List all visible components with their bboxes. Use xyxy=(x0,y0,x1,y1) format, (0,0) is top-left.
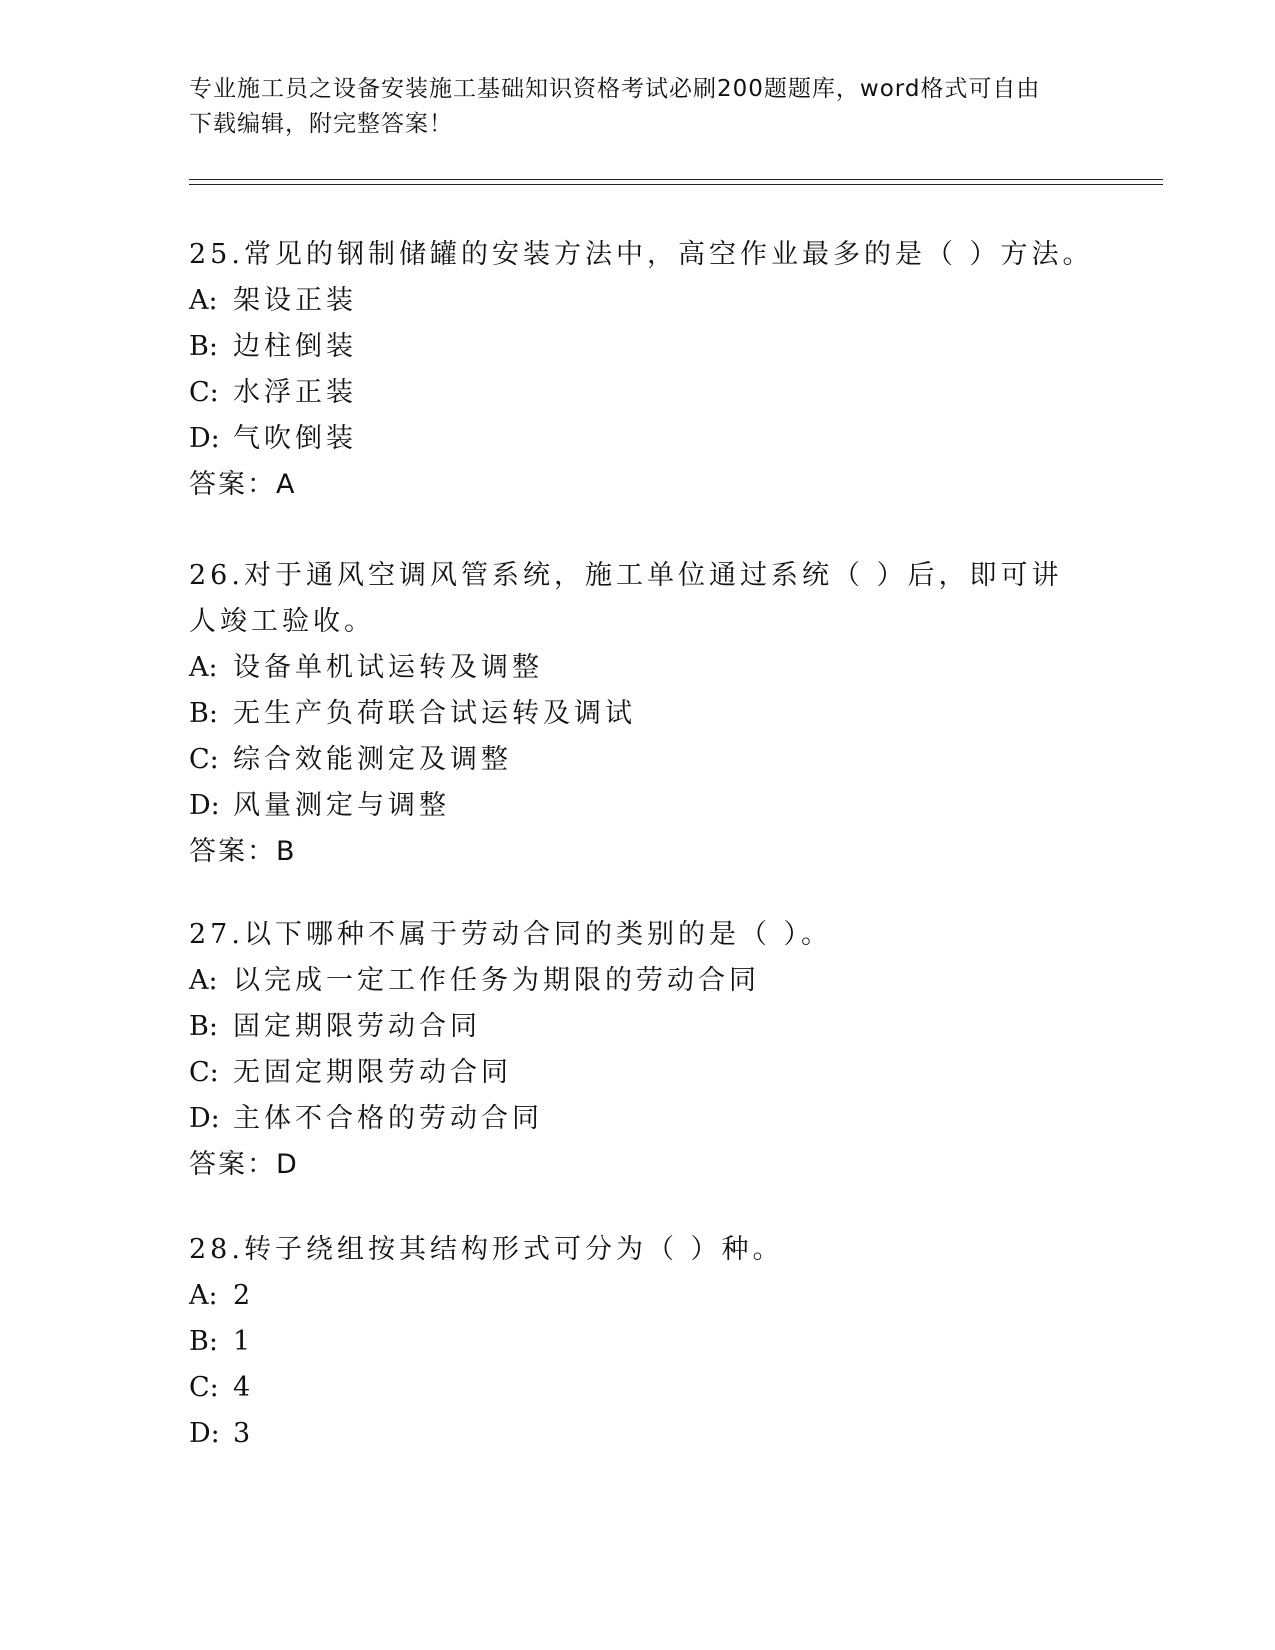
option-text: 3 xyxy=(233,1418,255,1449)
option-a xyxy=(189,958,1089,1004)
option-letter: B: xyxy=(189,698,218,729)
question-text: 对于通风空调风管系统，施工单位通过系统（ ）后，即可讲人竣工验收。 xyxy=(189,560,1063,637)
option-text: 水浮正装 xyxy=(233,377,357,408)
question-25 xyxy=(189,232,1094,508)
answer-line: 答案：B xyxy=(189,836,297,867)
option-a xyxy=(189,278,1089,324)
option-letter: B: xyxy=(189,1011,218,1042)
option-text: 边柱倒装 xyxy=(233,331,357,362)
option-d xyxy=(189,416,1089,462)
option-text: 4 xyxy=(233,1372,255,1403)
option-a xyxy=(189,645,1089,691)
option-text: 气吹倒装 xyxy=(233,423,357,454)
header-divider-top xyxy=(189,179,1163,180)
option-b xyxy=(189,1319,1089,1365)
option-d xyxy=(189,1096,1089,1142)
option-letter: A: xyxy=(189,285,218,316)
option-letter: B: xyxy=(189,1326,218,1357)
option-text: 无固定期限劳动合同 xyxy=(233,1057,512,1088)
question-28 xyxy=(189,1227,1089,1457)
option-c xyxy=(189,737,1089,783)
option-a xyxy=(189,1273,1089,1319)
option-text: 架设正装 xyxy=(233,285,357,316)
option-c xyxy=(189,370,1089,416)
question-stem xyxy=(189,1227,1089,1273)
option-letter: C: xyxy=(189,744,219,775)
answer-line: 答案：D xyxy=(189,1149,299,1180)
header-line-1: 专业施工员之设备安装施工基础知识资格考试必刷200题题库，word格式可自由 xyxy=(189,76,1041,102)
option-text: 1 xyxy=(233,1326,255,1357)
option-letter: A: xyxy=(189,965,218,996)
question-stem xyxy=(189,912,1089,958)
option-text: 以完成一定工作任务为期限的劳动合同 xyxy=(233,965,760,996)
option-letter: C: xyxy=(189,1057,219,1088)
option-text: 综合效能测定及调整 xyxy=(233,744,512,775)
question-text: 常见的钢制储罐的安装方法中，高空作业最多的是（ ）方法。 xyxy=(243,239,1094,270)
option-b xyxy=(189,324,1089,370)
question-number: 26. xyxy=(189,560,244,591)
option-text: 风量测定与调整 xyxy=(233,790,450,821)
option-letter: C: xyxy=(189,1372,219,1403)
option-c xyxy=(189,1365,1089,1411)
option-d xyxy=(189,783,1089,829)
question-26 xyxy=(189,553,1089,875)
option-text: 固定期限劳动合同 xyxy=(233,1011,481,1042)
header-line-2: 下载编辑，附完整答案！ xyxy=(189,111,453,137)
document-header xyxy=(189,72,1089,142)
option-letter: C: xyxy=(189,377,219,408)
header-divider-bottom xyxy=(189,184,1163,185)
option-d xyxy=(189,1411,1089,1457)
question-number: 28. xyxy=(189,1234,244,1265)
option-text: 无生产负荷联合试运转及调试 xyxy=(233,698,636,729)
question-stem xyxy=(189,232,1094,278)
question-27 xyxy=(189,912,1089,1188)
answer-line: 答案：A xyxy=(189,469,297,500)
option-letter: A: xyxy=(189,652,218,683)
option-letter: D: xyxy=(189,1103,220,1134)
option-text: 2 xyxy=(233,1280,255,1311)
question-text: 转子绕组按其结构形式可分为（ ）种。 xyxy=(243,1234,784,1265)
option-text: 主体不合格的劳动合同 xyxy=(233,1103,543,1134)
option-b xyxy=(189,691,1089,737)
option-text: 设备单机试运转及调整 xyxy=(233,652,543,683)
option-c xyxy=(189,1050,1089,1096)
question-number: 25. xyxy=(189,239,244,270)
option-letter: D: xyxy=(189,1418,220,1449)
question-text: 以下哪种不属于劳动合同的类别的是（ ）。 xyxy=(243,919,833,950)
question-stem xyxy=(189,553,1069,645)
question-number: 27. xyxy=(189,919,244,950)
option-b xyxy=(189,1004,1089,1050)
option-letter: B: xyxy=(189,331,218,362)
option-letter: D: xyxy=(189,790,220,821)
option-letter: D: xyxy=(189,423,220,454)
option-letter: A: xyxy=(189,1280,218,1311)
